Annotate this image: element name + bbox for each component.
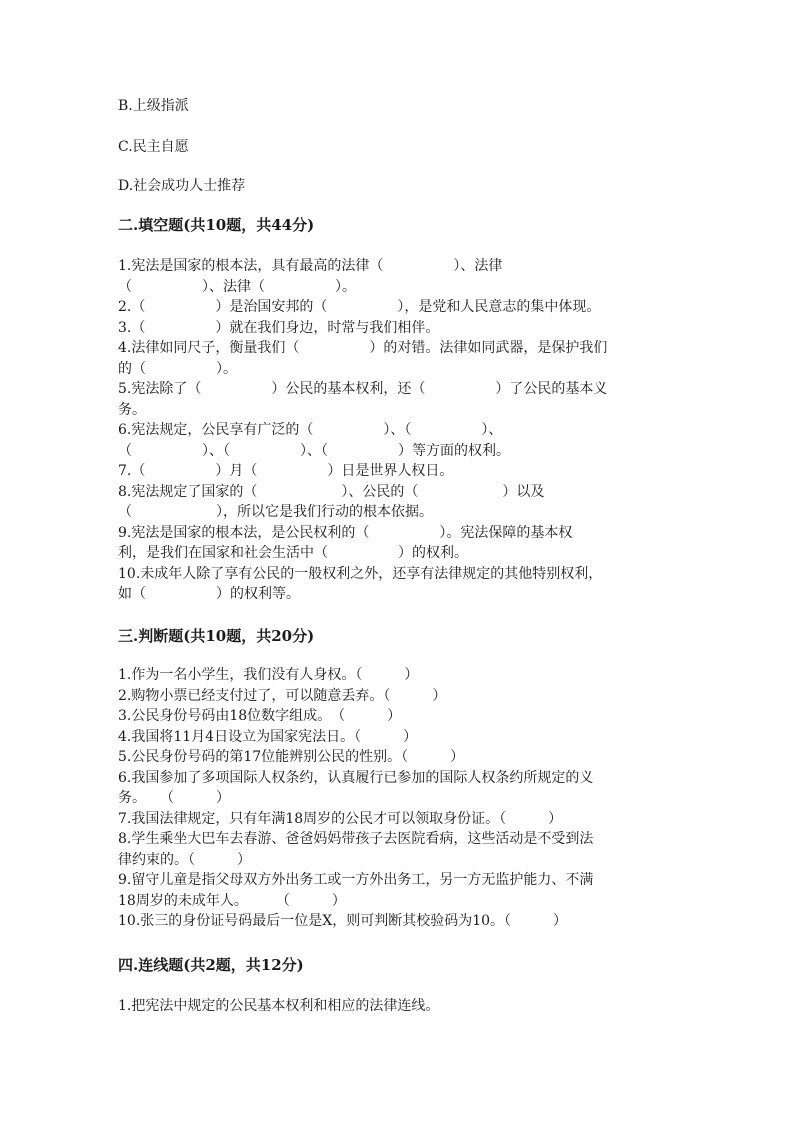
section-heading-true-false: 三.判断题(共10题，共20分)	[118, 627, 315, 645]
question-line: 如（ ）的权利等。	[118, 586, 300, 602]
option-d: D.社会成功人士推荐	[118, 178, 246, 194]
question-line: 4.法律如同尺子，衡量我们（ ）的对错。法律如同武器，是保护我们	[118, 340, 608, 356]
question-line: 1.把宪法中规定的公民基本权利和相应的法律连线。	[118, 998, 440, 1014]
question-line: 5.宪法除了（ ）公民的基本权利，还（ ）了公民的基本义	[118, 381, 608, 397]
question-line: 1.宪法是国家的根本法，具有最高的法律（ ）、法律	[118, 258, 503, 274]
question-line: 8.宪法规定了国家的（ ）、公民的（ ）以及	[118, 483, 545, 500]
question-line: 10.未成年人除了享有公民的一般权利之外，还享有法律规定的其他特别权利，	[118, 565, 603, 582]
question-line: 务。	[118, 401, 146, 418]
question-line: 10.张三的身份证号码最后一位是X，则可判断其校验码为10。（ ）	[118, 913, 568, 929]
question-line: （ ）、（ ）、（ ）等方面的权利。	[118, 442, 510, 459]
question-line: （ ），所以它是我们行动的根本依据。	[118, 504, 433, 520]
section-heading-fill-blank: 二.填空题(共10题，共44分)	[118, 216, 315, 234]
option-c: C.民主自愿	[118, 139, 189, 155]
question-line: 7.我国法律规定，只有年满18周岁的公民才可以领取身份证。（ ）	[118, 810, 563, 827]
question-line: 4.我国将11月4日设立为国家宪法日。（ ）	[118, 728, 418, 745]
fill-blank-questions	[118, 256, 678, 605]
question-line: 务。 （ ）	[118, 790, 230, 806]
question-line: 9.宪法是国家的根本法，是公民权利的（ ）。宪法保障的基本权	[118, 524, 573, 541]
question-line: 律约束的。（ ）	[118, 851, 251, 868]
question-line: 5.公民身份号码的第17位能辨别公民的性别。（ ）	[118, 749, 465, 765]
true-false-questions	[118, 665, 678, 932]
question-line: 利，是我们在国家和社会生活中（ ）的权利。	[118, 545, 468, 561]
option-b: B.上级指派	[118, 98, 189, 114]
question-line: 2.（ ）是治国安邦的（ ），是党和人民意志的集中体现。	[118, 299, 601, 315]
question-line: 8.学生乘坐大巴车去春游、爸爸妈妈带孩子去医院看病，这些活动是不受到法	[118, 831, 594, 847]
question-line: （ ）、法律（ ）。	[118, 278, 356, 295]
question-line: 9.留守儿童是指父母双方外出务工或一方外出务工，另一方无监护能力、不满	[118, 872, 594, 888]
question-line: 2.购物小票已经支付过了，可以随意丢弃。（ ）	[118, 687, 447, 704]
question-line: 3.（ ）就在我们身边，时常与我们相伴。	[118, 319, 440, 336]
matching-questions	[118, 996, 678, 1017]
question-line: 7.（ ）月（ ）日是世界人权日。	[118, 463, 454, 479]
question-line: 1.作为一名小学生，我们没有人身权。（ ）	[118, 667, 419, 683]
question-line: 6.宪法规定，公民享有广泛的（ ）、（ ）、	[118, 422, 503, 438]
question-line: 的（ ）。	[118, 360, 237, 377]
question-line: 3.公民身份号码由18位数字组成。 （ ）	[118, 708, 402, 724]
section-heading-matching: 四.连线题(共2题，共12分)	[118, 956, 304, 974]
question-line: 6.我国参加了多项国际人权条约，认真履行已参加的国际人权条约所规定的义	[118, 769, 594, 786]
question-line: 18周岁的未成年人。 （ ）	[118, 892, 346, 909]
